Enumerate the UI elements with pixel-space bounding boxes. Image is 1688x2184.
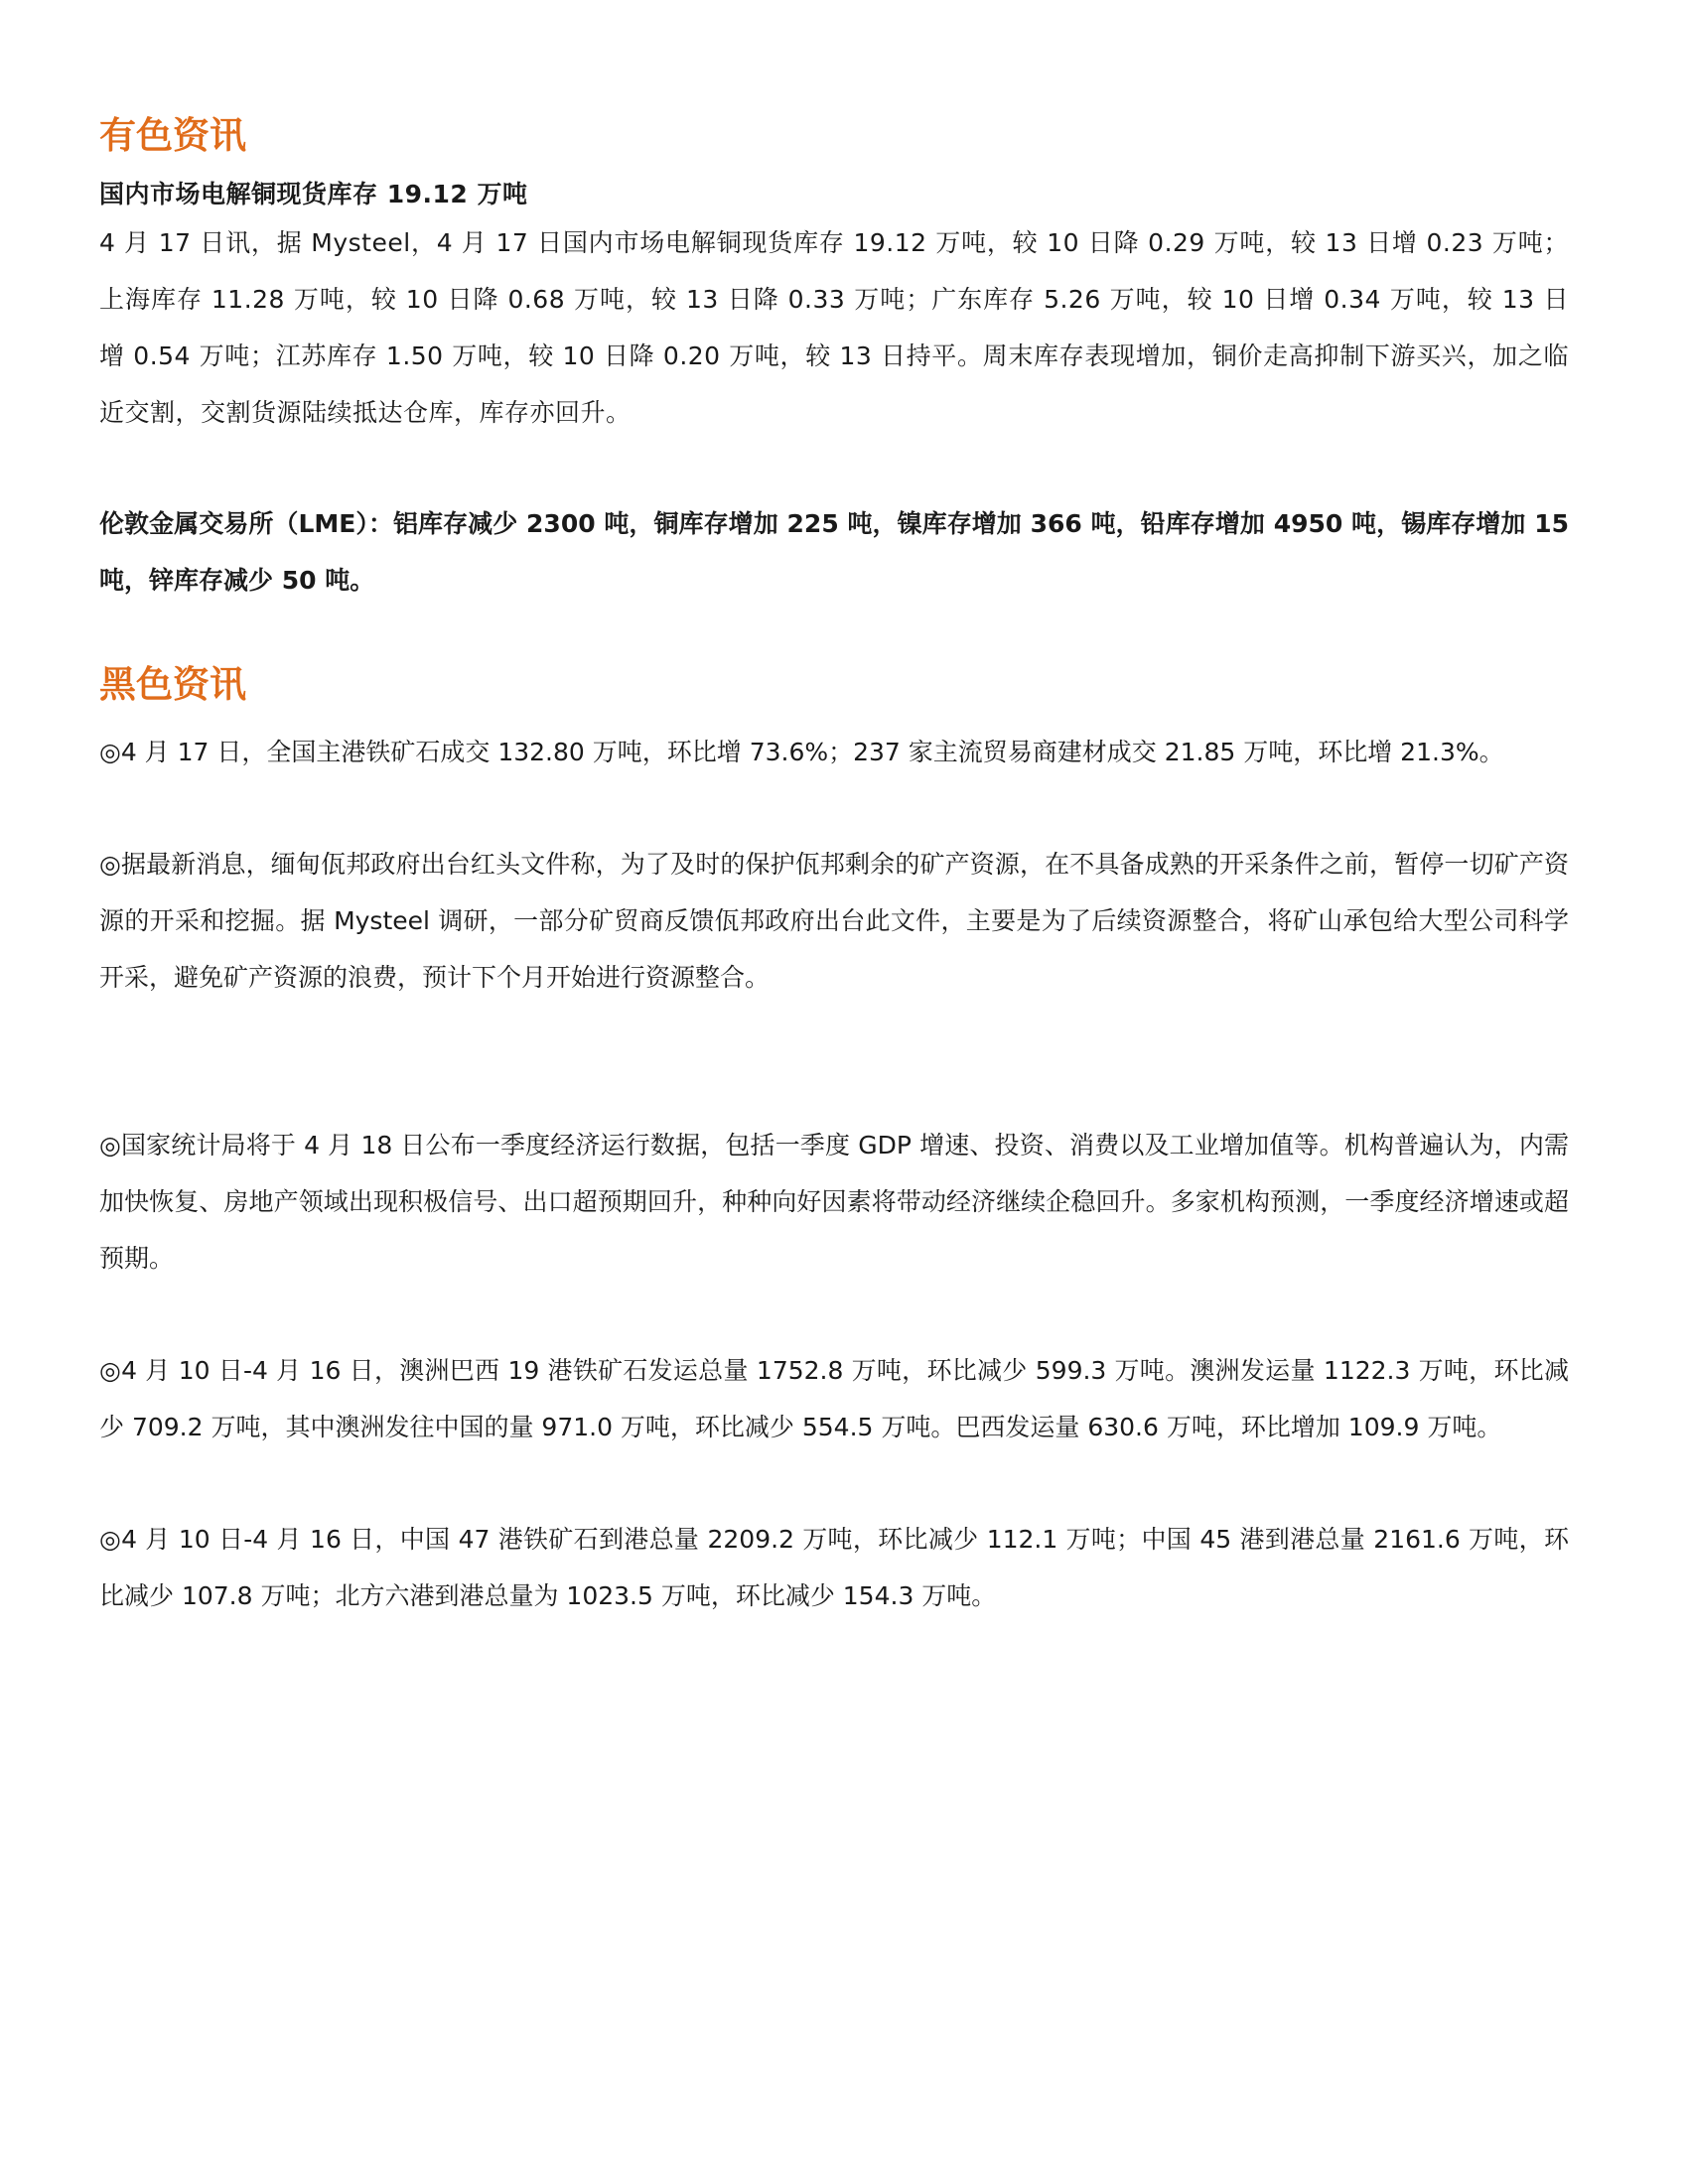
lme-inventory-paragraph: 伦敦金属交易所（LME）：铝库存减少 2300 吨，铜库存增加 225 吨，镍库存增加 366 吨，铅库存增加 4950 吨，锡库存增加 15 吨，锌库存减少 50 吨。 [99,509,1569,595]
ferrous-news-item: ◎4 月 17 日，全国主港铁矿石成交 132.80 万吨，环比增 73.6%；237 家主流贸易商建材成交 21.85 万吨，环比增 21.3%。 [99,738,1504,766]
ferrous-news-item: ◎4 月 10 日-4 月 16 日，澳洲巴西 19 港铁矿石发运总量 1752.8 万吨，环比减少 599.3 万吨。澳洲发运量 1122.3 万吨，环比减少 709.2 万吨，其中澳洲发往中国的量 971.0 万吨，环比减少 554.5 万吨。巴西发运量 630.6 万吨，环比增加 109.9 万吨。 [99,1356,1569,1441]
document-page [99,111,1569,1624]
ferrous-news-item: ◎国家统计局将于 4 月 18 日公布一季度经济运行数据，包括一季度 GDP 增速、投资、消费以及工业增加值等。机构普遍认为，内需加快恢复、房地产领域出现积极信号、出口超预期回升，种种向好因素将带动经济继续企稳回升。多家机构预测，一季度经济增速或超预期。 [99,1131,1569,1273]
copper-inventory-headline: 国内市场电解铜现货库存 19.12 万吨 [99,180,528,208]
ferrous-news-item: ◎据最新消息，缅甸佤邦政府出台红头文件称，为了及时的保护佤邦剩余的矿产资源，在不具备成熟的开采条件之前，暂停一切矿产资源的开采和挖掘。据 Mysteel 调研，一部分矿贸商反馈佤邦政府出台此文件，主要是为了后续资源整合，将矿山承包给大型公司科学开采，避免矿产资源的浪费，预计下个月开始进行资源整合。 [99,850,1569,992]
ferrous-section-title: 黑色资讯 [99,663,246,706]
ferrous-news-item: ◎4 月 10 日-4 月 16 日，中国 47 港铁矿石到港总量 2209.2 万吨，环比减少 112.1 万吨；中国 45 港到港总量 2161.6 万吨，环比减少 107.8 万吨；北方六港到港总量为 1023.5 万吨，环比减少 154.3 万吨。 [99,1525,1569,1610]
nonferrous-section-title: 有色资讯 [99,114,246,157]
copper-inventory-body: 4 月 17 日讯，据 Mysteel，4 月 17 日国内市场电解铜现货库存 19.12 万吨，较 10 日降 0.29 万吨，较 13 日增 0.23 万吨；上海库存 11.28 万吨，较 10 日降 0.68 万吨，较 13 日降 0.33 万吨；广东库存 5.26 万吨，较 10 日增 0.34 万吨，较 13 日增 0.54 万吨；江苏库存 1.50 万吨，较 10 日降 0.20 万吨，较 13 日持平。周末库存表现增加，铜价走高抑制下游买兴，加之临近交割，交割货源陆续抵达仓库，库存亦回升。 [99,228,1570,427]
